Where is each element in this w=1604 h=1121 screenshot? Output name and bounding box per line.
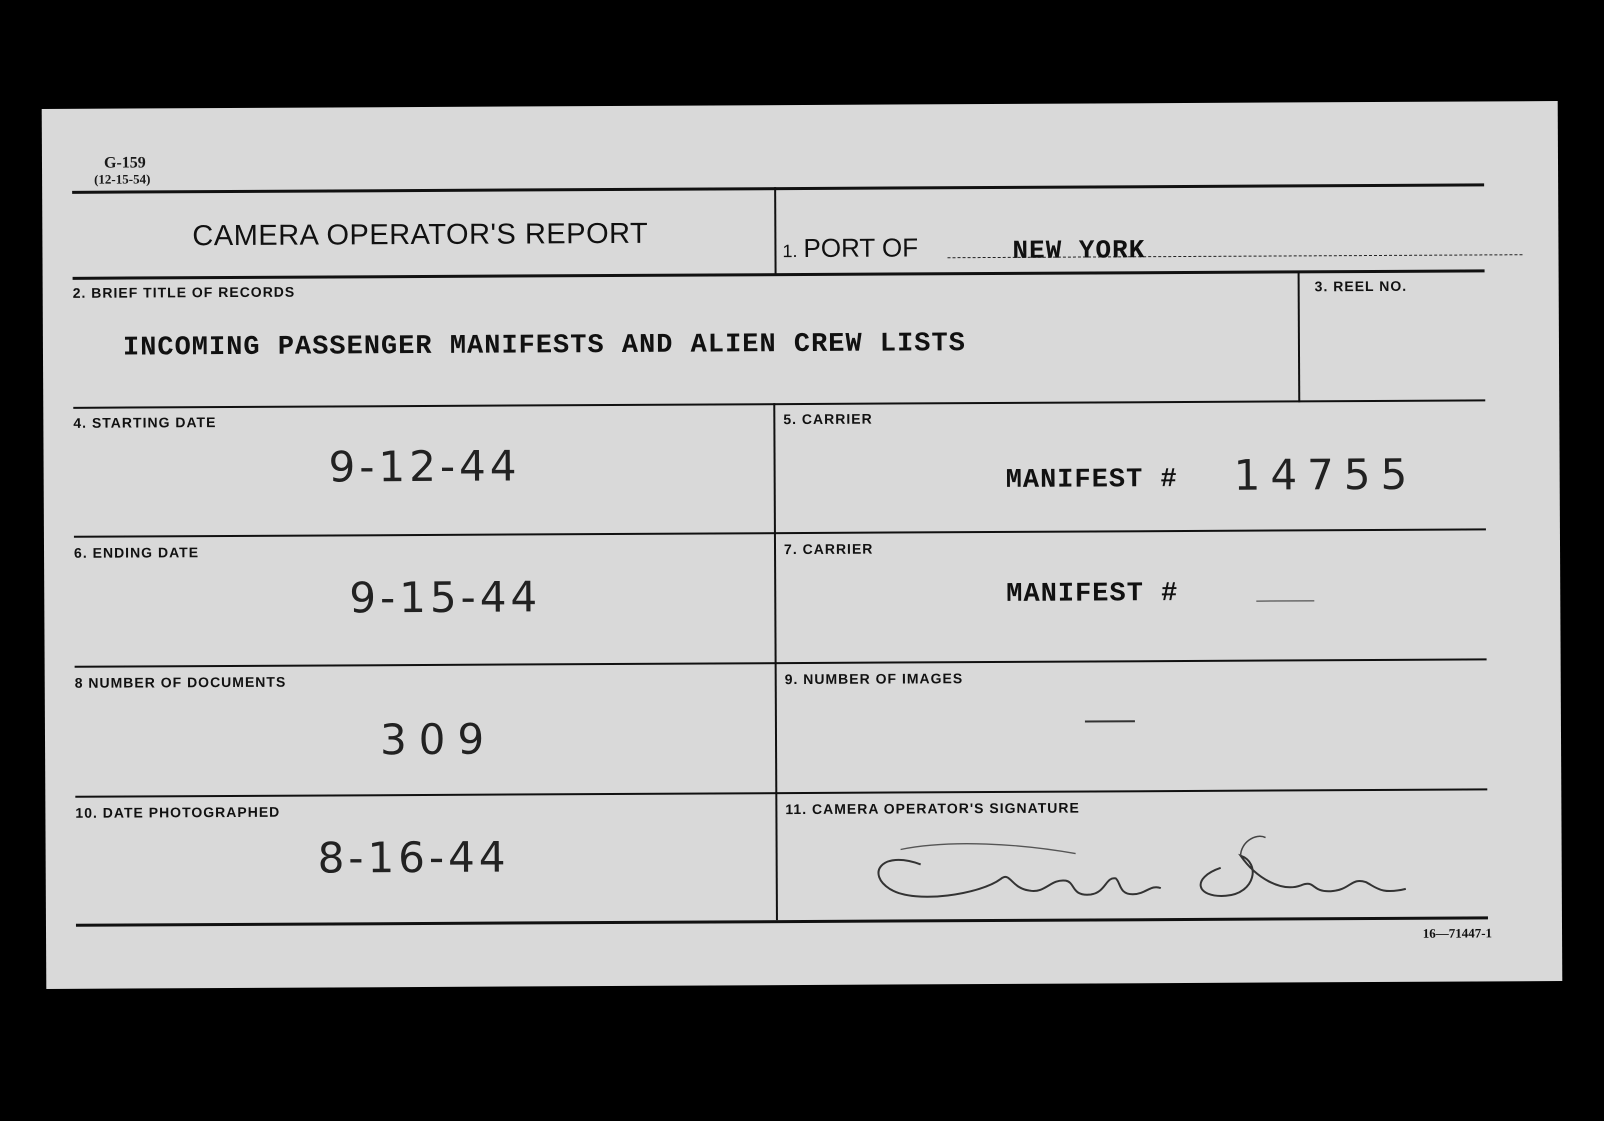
carrier-5-manifest: MANIFEST # <box>1005 465 1178 496</box>
ending-date-label: 6. ENDING DATE <box>73 544 200 561</box>
carrier-7-value-text <box>1256 587 1257 588</box>
carrier-7-label: 7. CARRIER <box>783 540 874 558</box>
brief-title-label: 2. BRIEF TITLE OF RECORDS <box>72 283 296 301</box>
starting-date-label: 4. STARTING DATE <box>73 414 217 431</box>
report-card <box>42 101 1563 989</box>
number-of-images-value <box>1085 708 1086 709</box>
row4-rule <box>75 658 1487 667</box>
number-of-documents-value: 309 <box>379 714 497 765</box>
carrier-7-value <box>1256 600 1314 601</box>
footer-code: 16—71447-1 <box>1422 925 1493 941</box>
number-of-images-mark <box>1085 720 1135 722</box>
number-of-images-label: 9. NUMBER OF IMAGES <box>784 670 964 688</box>
brief-title-value: INCOMING PASSENGER MANIFESTS AND ALIEN CREW LISTS <box>122 329 966 364</box>
form-revision: (12-15-54) <box>94 171 151 187</box>
number-of-documents-label: 8 NUMBER OF DOCUMENTS <box>74 673 287 691</box>
port-value: NEW YORK <box>1012 235 1146 266</box>
header-bottom-rule <box>73 269 1485 279</box>
top-rule <box>72 183 1484 193</box>
carrier-5-value: 14755 <box>1233 449 1418 500</box>
title-port-divider <box>774 187 776 275</box>
operator-signature <box>860 817 1421 930</box>
carrier-5-label: 5. CARRIER <box>783 410 873 428</box>
row2-rule <box>73 399 1485 408</box>
form-code: G-159 <box>103 154 146 172</box>
carrier-7-manifest: MANIFEST # <box>1006 579 1179 610</box>
port-label: PORT OF <box>803 232 919 263</box>
port-of-label <box>782 232 918 264</box>
port-number: 1. <box>782 241 798 262</box>
ending-date-value: 9-15-44 <box>349 572 542 623</box>
row5-rule <box>75 788 1487 797</box>
reel-divider <box>1298 272 1301 402</box>
reel-no-label: 3. REEL NO. <box>1314 277 1408 295</box>
date-photographed-label: 10. DATE PHOTOGRAPHED <box>75 803 281 821</box>
form-number <box>94 154 150 186</box>
starting-date-value: 9-12-44 <box>328 441 521 492</box>
date-photographed-value: 8-16-44 <box>317 832 510 883</box>
report-title: CAMERA OPERATOR'S REPORT <box>192 217 649 253</box>
row3-rule <box>74 528 1486 537</box>
signature-label: 11. CAMERA OPERATOR'S SIGNATURE <box>785 799 1080 818</box>
